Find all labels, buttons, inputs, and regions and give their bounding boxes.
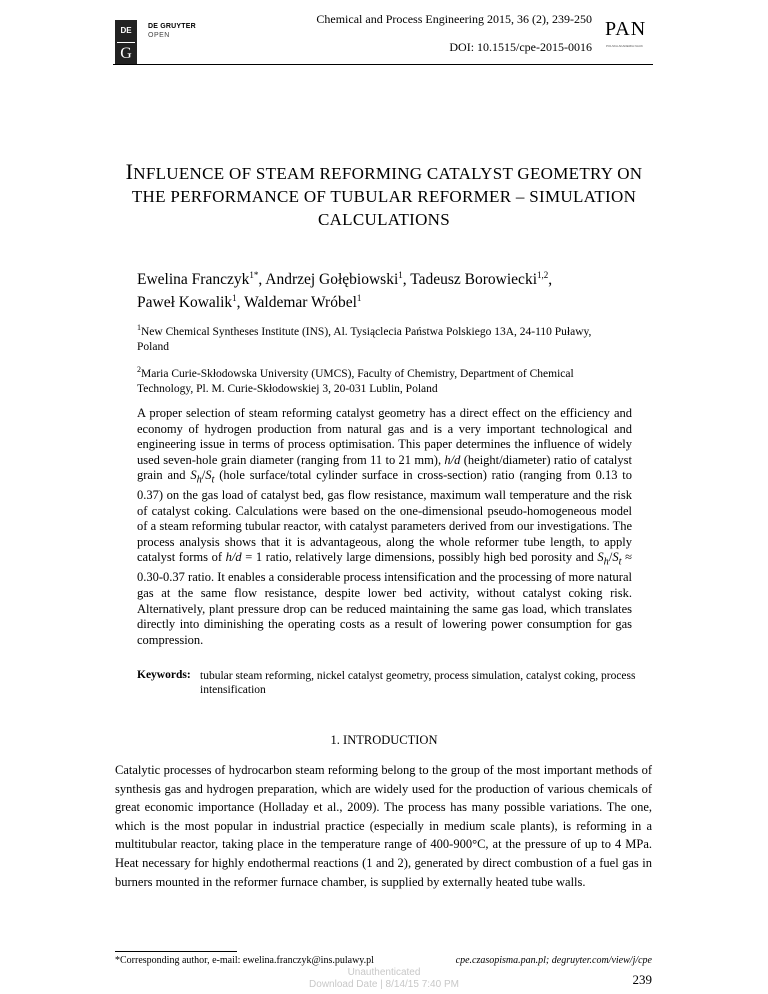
affiliation-1: $^1$New Chemical Syntheses Institute (INS), Al. Tysiąclecia Państwa Polskiego 13A, 24-110 Puławy, Poland <box>137 323 592 353</box>
author: Tadeusz Borowiecki <box>410 271 537 289</box>
publisher-name: DE GRUYTER <box>148 23 196 30</box>
journal-citation: Chemical and Process Engineering 2015, 36 (2), 239-250 <box>316 12 592 26</box>
header-rule <box>113 64 653 65</box>
author: Ewelina Franczyk <box>137 271 250 289</box>
publisher-logo <box>115 20 137 64</box>
page-number: 239 <box>632 972 652 987</box>
logo-letter-bottom: G <box>120 45 132 62</box>
keywords-label: Keywords: <box>137 669 191 681</box>
corresponding-author-note: *Corresponding author, e-mail: ewelina.franczyk@ins.pulawy.pl <box>115 955 374 966</box>
paper-title: INFLUENCE OF STEAM REFORMING CATALYST GEOMETRY ON THE PERFORMANCE OF TUBULAR REFORMER – SIMULATION CALCULATIONS <box>125 159 643 229</box>
author: Paweł Kowalik <box>137 294 233 312</box>
author-list: Ewelina Franczyk$^{1*}$, Andrzej Gołębiowski$^1$, Tadeusz Borowiecki$^{1,2}$, Paweł Kowalik$^1$, Waldemar Wróbel$^1$ <box>137 270 553 312</box>
doi: DOI: 10.1515/cpe-2015-0016 <box>449 40 592 54</box>
footnote-rule <box>115 951 237 952</box>
watermark-line-1: Unauthenticated <box>347 967 421 978</box>
pan-logo-subtitle: POLSKA AKADEMIA NAUK <box>606 44 644 48</box>
intro-paragraph: Catalytic processes of hydrocarbon steam reforming belong to the group of the most important methods of synthesis gas and hydrogen preparation, which are widely used for the production of various chemicals of great economic importance (Holladay et al., 2009). The process has many possible variations. The one, which is the most popular in industrial practice (especially in medium scale plants), is reforming in a multitubular reactor, taking place in the temperature range of 400-900°C, at the pressure of up to 4 MPa. Heat necessary for highly endothermal reactions (1 and 2), generated by direct combustion of a fuel gas in burners mounted in the reformer furnace chamber, is supplied by externally heated tube walls. <box>115 763 652 889</box>
publisher-sub: OPEN <box>148 32 170 39</box>
affiliation-2: $^2$Maria Curie-Skłodowska University (UMCS), Faculty of Chemistry, Department of Chemical Technology, Pl. M. Curie-Skłodowskiej 3, 20-031 Lublin, Poland <box>137 365 574 395</box>
section-heading: 1. INTRODUCTION <box>330 733 438 747</box>
author: Andrzej Gołębiowski <box>265 271 399 289</box>
keywords-text: tubular steam reforming, nickel catalyst geometry, process simulation, catalyst coking, process intensification <box>200 670 636 696</box>
author: Waldemar Wróbel <box>244 294 357 312</box>
pan-logo: PAN <box>605 18 647 40</box>
journal-urls: cpe.czasopisma.pan.pl; degruyter.com/view/j/cpe <box>455 955 652 966</box>
watermark-line-2: Download Date | 8/14/15 7:40 PM <box>309 979 459 990</box>
logo-letters-top: DE <box>120 26 132 35</box>
abstract: A proper selection of steam reforming catalyst geometry has a direct effect on the efficiency and economy of hydrogen production from natural gas and is a very important technological and engineering issue in terms of process optimisation. This paper determines the influence of widely used seven-hole grain diameter (ranging from 11 to 21 mm), h/d (height/diameter) ratio of catalyst grain and $S_h/S_t$ (hole surface/total cylinder surface in cross-section) ratio (ranging from 0.13 to 0.37) on the gas load of catalyst bed, gas flow resistance, maximum wall temperature and the risk of catalyst coking. Calculations were based on the one-dimensional pseudo-homogeneous model of a steam reforming tubular reactor, with catalyst parameters derived from our investigations. The process analysis shows that it is advantageous, along the whole reformer tube length, to apply catalyst forms of h/d = 1 ratio, relatively large dimensions, possibly high bed porosity and $S_h/S_t \approx 0.30-0.37$ ratio. It enables a considerable process intensification and the processing of more natural gas at the same flow resistance, despite lower bed activity, without catalyst coking risk. Alternatively, plant pressure drop can be reduced maintaining the same gas load, which translates directly into diminishing the operating costs as a result of lowering power consumption for gas compression. <box>137 406 632 647</box>
